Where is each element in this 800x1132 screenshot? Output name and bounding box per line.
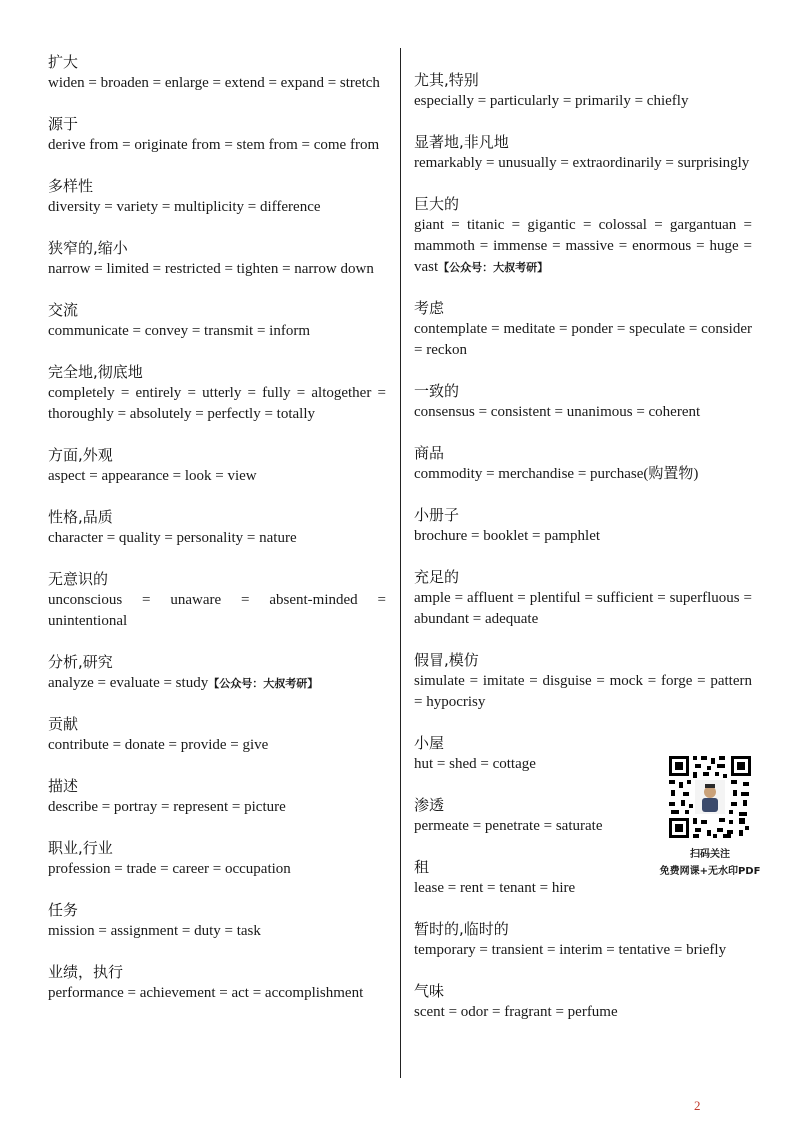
entry-heading: 扩大: [48, 53, 79, 71]
vocab-entry: [414, 70, 752, 112]
entry-words: completely = entirely = utterly = fully = altogether = thoroughly = absolutely = perfectly = totally: [48, 385, 386, 422]
promo-tag: 【公众号：大叔考研】: [208, 677, 319, 690]
entry-heading: 显著地,非凡地: [414, 133, 509, 151]
entry-heading: 无意识的: [48, 570, 109, 588]
entry-heading: 气味: [414, 982, 445, 1000]
entry-words: especially = particularly = primarily = chiefly: [414, 93, 689, 109]
entry-words-line: [414, 215, 752, 278]
entry-words: performance = achievement = act = accomplishment: [48, 985, 364, 1001]
vocab-entry: [48, 114, 386, 156]
entry-words: communicate = convey = transmit = inform: [48, 323, 310, 339]
qr-caption: 扫码关注: [690, 849, 730, 860]
vocab-entry: [414, 981, 752, 1023]
vocab-entry: [48, 507, 386, 549]
entry-heading: 任务: [48, 901, 79, 919]
entry-words: hut = shed = cottage: [414, 756, 536, 772]
vocab-entry: [48, 776, 386, 818]
vocab-entry: [48, 900, 386, 942]
entry-heading: 多样性: [48, 177, 94, 195]
column-divider: [400, 48, 401, 1078]
vocab-entry: [414, 650, 752, 713]
entry-words: brochure = booklet = pamphlet: [414, 528, 601, 544]
entry-words: permeate = penetrate = saturate: [414, 818, 603, 834]
entry-words: consensus = consistent = unanimous = coherent: [414, 404, 701, 420]
vocab-entry: [48, 362, 386, 425]
right-column: [414, 70, 752, 1043]
entry-words: analyze = evaluate = study: [48, 675, 209, 691]
entry-words: commodity = merchandise = purchase(购置物): [414, 466, 699, 482]
entry-heading: 小屋: [414, 734, 445, 752]
qr-promo[interactable]: [650, 754, 770, 878]
entry-heading: 考虑: [414, 299, 445, 317]
entry-words: narrow = limited = restricted = tighten = narrow down: [48, 261, 374, 277]
entry-heading: 假冒,模仿: [414, 651, 479, 669]
entry-words: widen = broaden = enlarge = extend = expand = stretch: [48, 75, 380, 91]
left-column: [48, 52, 386, 1024]
entry-words: derive from = originate from = stem from = come from: [48, 137, 380, 153]
entry-heading: 一致的: [414, 382, 460, 400]
entry-heading: 职业,行业: [48, 839, 113, 857]
vocab-entry: [414, 132, 752, 174]
vocab-entry: [48, 300, 386, 342]
qr-subcaption: 免费网课+无水印PDF: [659, 866, 761, 877]
entry-words: character = quality = personality = nature: [48, 530, 297, 546]
entry-words: describe = portray = represent = picture: [48, 799, 286, 815]
entry-words: simulate = imitate = disguise = mock = forge = pattern = hypocrisy: [414, 673, 752, 710]
entry-heading: 完全地,彻底地: [48, 363, 143, 381]
entry-heading: 租: [414, 858, 430, 876]
entry-words-line: [48, 673, 386, 694]
vocab-entry: [48, 714, 386, 756]
entry-heading: 交流: [48, 301, 79, 319]
entry-words: contemplate = meditate = ponder = speculate = consider = reckon: [414, 321, 752, 358]
vocab-entry: [48, 652, 386, 694]
promo-tag: 【公众号：大叔考研】: [438, 261, 549, 274]
vocab-entry: [48, 838, 386, 880]
entry-words: giant = titanic = gigantic = colossal = gargantuan = mammoth = immense = massive = enormous = huge = vast: [414, 217, 752, 275]
vocab-entry: [414, 505, 752, 547]
vocab-entry: [48, 445, 386, 487]
entry-words: remarkably = unusually = extraordinarily = surprisingly: [414, 155, 750, 171]
entry-heading: 小册子: [414, 506, 460, 524]
entry-words: lease = rent = tenant = hire: [414, 880, 576, 896]
vocab-entry: [414, 443, 752, 485]
vocab-entry: [48, 238, 386, 280]
page-number: 2: [694, 1098, 701, 1113]
vocab-entry: [48, 176, 386, 218]
entry-words: aspect = appearance = look = view: [48, 468, 257, 484]
entry-words: contribute = donate = provide = give: [48, 737, 269, 753]
entry-heading: 源于: [48, 115, 79, 133]
vocab-entry: [414, 381, 752, 423]
entry-heading: 暂时的,临时的: [414, 920, 509, 938]
entry-words: unconscious = unaware = absent-minded = unintentional: [48, 592, 386, 629]
entry-words: temporary = transient = interim = tentative = briefly: [414, 942, 727, 958]
entry-heading: 巨大的: [414, 195, 460, 213]
vocab-entry: [414, 298, 752, 361]
qr-code-graphic: [667, 754, 753, 840]
vocab-entry: [48, 962, 386, 1004]
entry-words: diversity = variety = multiplicity = difference: [48, 199, 321, 215]
vocab-entry: [414, 194, 752, 278]
qr-code-icon[interactable]: [667, 754, 753, 840]
entry-heading: 方面,外观: [48, 446, 113, 464]
entry-words: profession = trade = career = occupation: [48, 861, 291, 877]
entry-heading: 性格,品质: [48, 508, 113, 526]
entry-heading: 尤其,特别: [414, 71, 479, 89]
entry-heading: 商品: [414, 444, 445, 462]
entry-heading: 分析,研究: [48, 653, 113, 671]
vocab-entry: [48, 52, 386, 94]
entry-heading: 渗透: [414, 796, 445, 814]
entry-heading: 描述: [48, 777, 79, 795]
entry-words: mission = assignment = duty = task: [48, 923, 261, 939]
entry-heading: 狭窄的,缩小: [48, 239, 128, 257]
vocab-entry: [48, 569, 386, 632]
entry-heading: 贡献: [48, 715, 79, 733]
entry-words: scent = odor = fragrant = perfume: [414, 1004, 618, 1020]
vocab-entry: [414, 567, 752, 630]
entry-words: ample = affluent = plentiful = sufficient = superfluous = abundant = adequate: [414, 590, 752, 627]
vocab-entry: [414, 919, 752, 961]
entry-heading: 充足的: [414, 568, 460, 586]
entry-heading: 业绩，执行: [48, 963, 124, 981]
